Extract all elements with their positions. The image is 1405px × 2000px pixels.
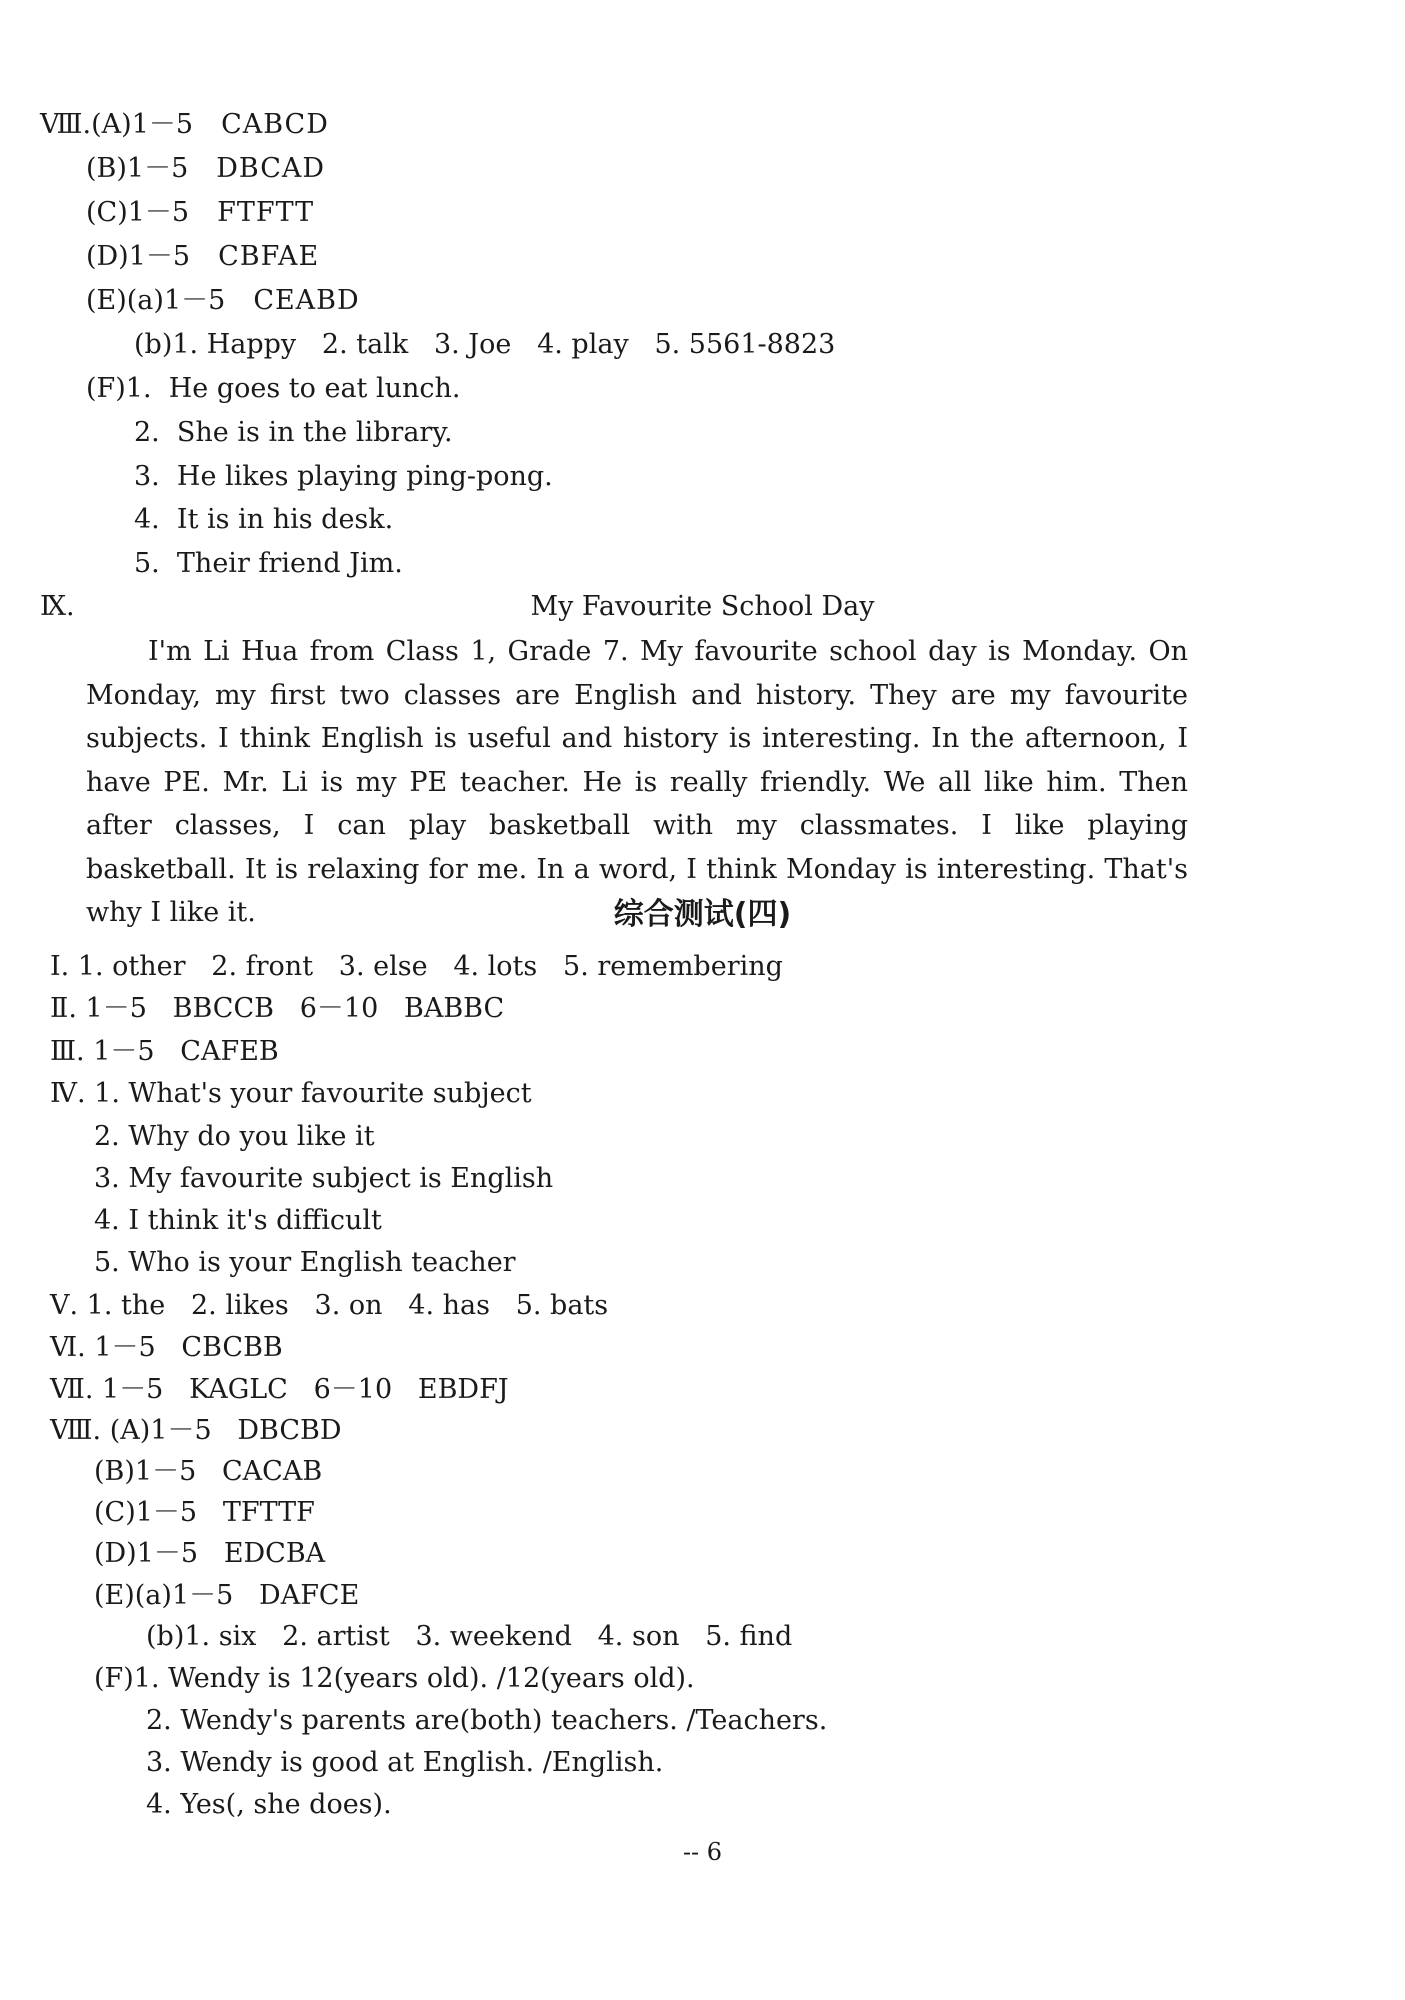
sec8-F3: 3. Wendy is good at English. /English. <box>146 1747 664 1778</box>
sec9-title: My Favourite School Day <box>530 591 875 622</box>
sec8-prev-C-pre: (C)1－5 <box>86 197 190 228</box>
sec9-essay: I'm Li Hua from Class 1, Grade 7. My favourite school day is Monday. On Monday, my first two classes are English and history. They are my favourite subjects. I think English is useful and history is interesting. In the afternoon, I have PE. Mr. Li is my PE teacher. He is really friendly. We all like him. Then after classes, I can play basketball with my classmates. I like playing basketball. It is relaxing for me. In a word, I think Monday is interesting. That's why I like it. <box>86 636 1188 928</box>
sec8-prev-D-pre: (D)1－5 <box>86 241 191 272</box>
sec8-prev-A-pre: (A)1－5 <box>91 109 194 140</box>
sec8-prev-E-pre: (E)(a)1－5 <box>86 285 226 316</box>
sec4-l5: 5. Who is your English teacher <box>94 1247 516 1278</box>
sec7: Ⅶ. 1－5 KAGLC 6－10 EBDFJ <box>50 1374 509 1405</box>
sec8-prev-F5: 5. Their friend Jim. <box>134 548 403 579</box>
sec5: Ⅴ. 1. the 2. likes 3. on 4. has 5. bats <box>50 1290 609 1321</box>
sec8-B: (B)1－5 CACAB <box>94 1456 323 1487</box>
sec3: Ⅲ. 1－5 CAFEB <box>50 1036 279 1067</box>
sec8-prev-B <box>86 149 325 189</box>
sec8-prev-E <box>86 281 360 321</box>
sec8-prev-F4: 4. It is in his desk. <box>134 504 394 535</box>
sec2: Ⅱ. 1－5 BBCCB 6－10 BABBC <box>50 993 505 1024</box>
sec9-label: Ⅸ. <box>40 591 75 622</box>
sec4-l2: 2. Why do you like it <box>94 1121 375 1152</box>
sec8-F4: 4. Yes(, she does). <box>146 1789 392 1820</box>
page-number: -- 6 <box>682 1838 723 1866</box>
sec4-l1: Ⅳ. 1. What's your favourite subject <box>50 1078 532 1109</box>
sec6: Ⅵ. 1－5 CBCBB <box>50 1332 283 1363</box>
sec8-prev-E-ans: CEABD <box>253 285 360 316</box>
sec8-prev-C <box>86 193 314 233</box>
sec8-D: (D)1－5 EDCBA <box>94 1538 326 1569</box>
sec8-prev-F2: 2. She is in the library. <box>134 417 453 448</box>
sec8-prev-A <box>40 105 329 145</box>
sec8-C: (C)1－5 TFTTF <box>94 1497 315 1528</box>
sec8-prev-F1: (F)1. He goes to eat lunch. <box>86 373 461 404</box>
sec8-prev-A-ans: CABCD <box>221 109 329 140</box>
test-heading: 综合测试(四) <box>613 897 792 932</box>
sec8-prev-F3: 3. He likes playing ping-pong. <box>134 461 553 492</box>
sec1: Ⅰ. 1. other 2. front 3. else 4. lots 5. remembering <box>50 951 783 982</box>
sec4-l3: 3. My favourite subject is English <box>94 1163 554 1194</box>
sec8-prev-label: Ⅷ. <box>40 109 92 140</box>
sec8-prev-C-ans: FTFTT <box>217 197 315 228</box>
sec8-prev-Eb: (b)1. Happy 2. talk 3. Joe 4. play 5. 5561-8823 <box>134 329 836 360</box>
sec8-prev-B-ans: DBCAD <box>216 153 326 184</box>
sec8-prev-D-ans: CBFAE <box>218 241 320 272</box>
sec8-E: (E)(a)1－5 DAFCE <box>94 1580 360 1611</box>
sec8-prev-B-pre: (B)1－5 <box>86 153 189 184</box>
sec8-F1: (F)1. Wendy is 12(years old). /12(years old). <box>94 1663 695 1694</box>
sec8-A: Ⅷ. (A)1－5 DBCBD <box>50 1415 342 1446</box>
sec8-F2: 2. Wendy's parents are(both) teachers. /Teachers. <box>146 1705 828 1736</box>
sec4-l4: 4. I think it's difficult <box>94 1205 382 1236</box>
sec8-prev-D <box>86 237 319 277</box>
sec8-Eb: (b)1. six 2. artist 3. weekend 4. son 5. find <box>146 1621 793 1652</box>
